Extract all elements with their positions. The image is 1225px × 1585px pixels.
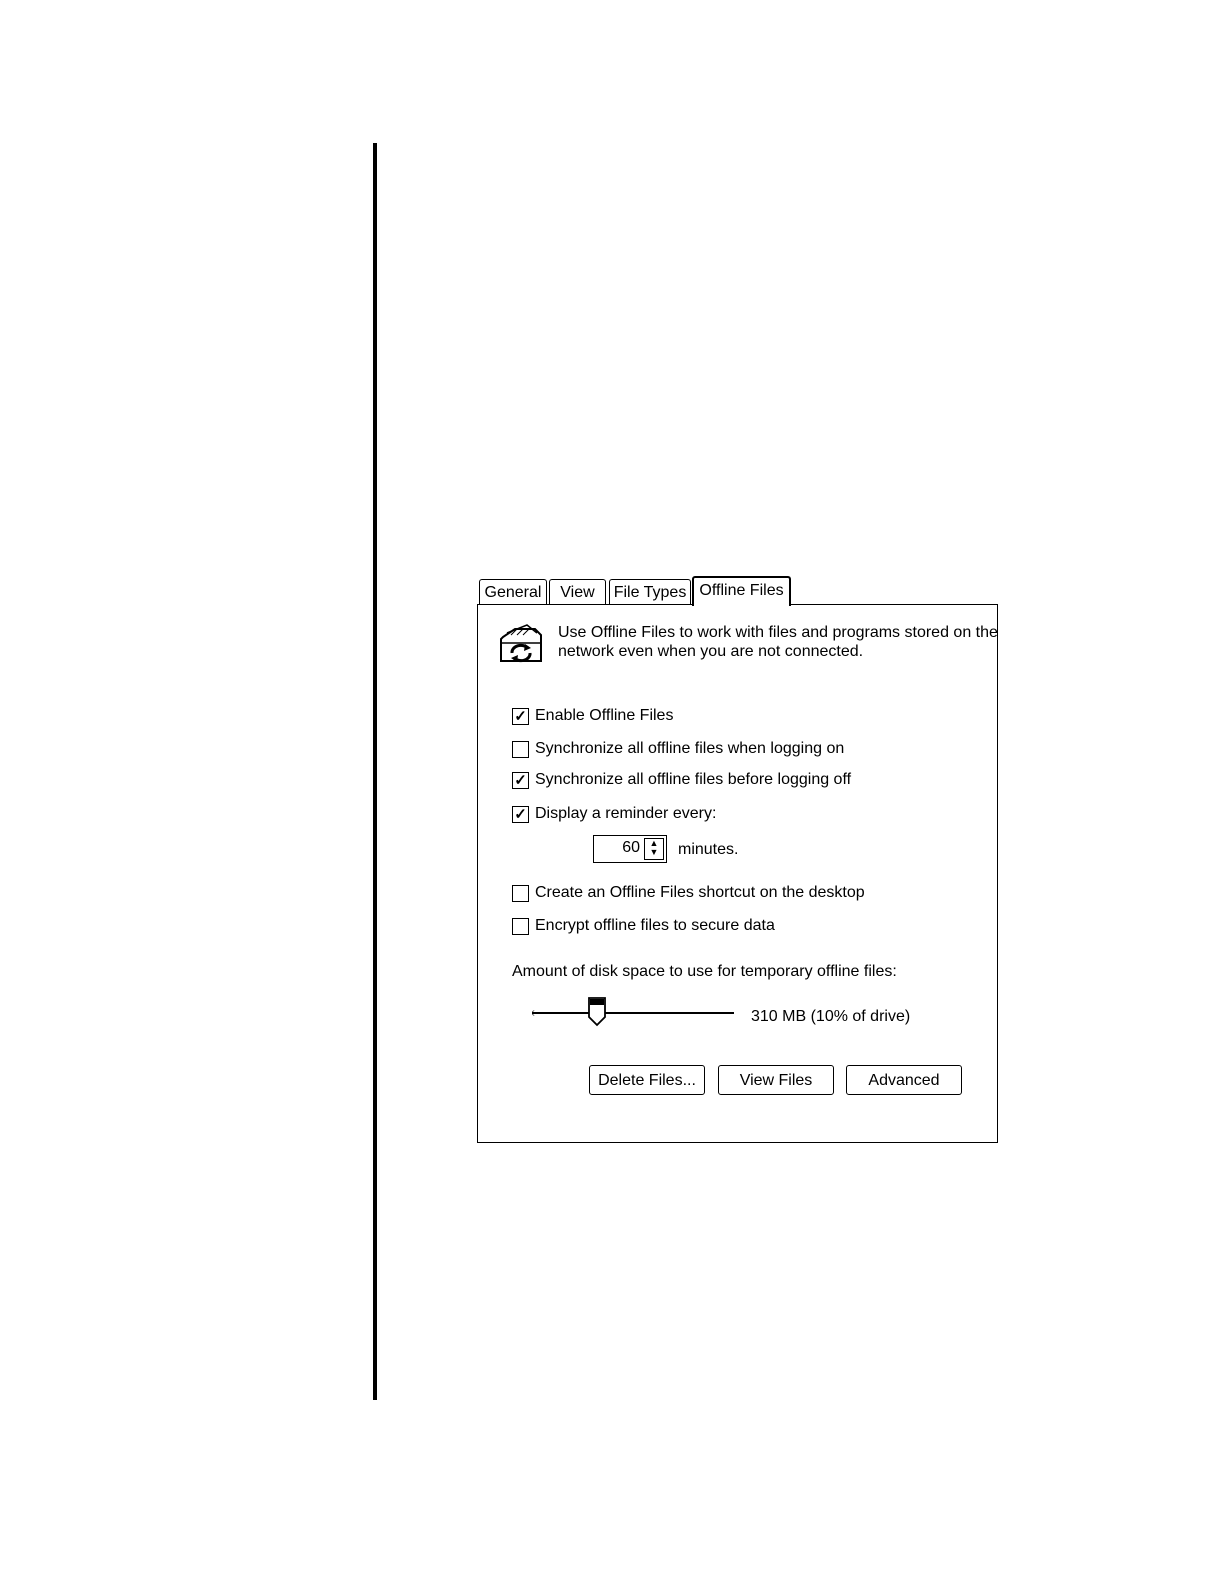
slider-track (532, 1012, 734, 1014)
view-files-button[interactable]: View Files (718, 1065, 834, 1095)
slider-thumb[interactable] (588, 997, 606, 1027)
offline-files-description (558, 623, 998, 661)
disk-space-label: Amount of disk space to use for temporary offline files: (512, 963, 897, 980)
sync-on-logoff-option[interactable] (512, 769, 851, 791)
offline-files-panel (477, 604, 998, 1143)
encrypt-files-label: Encrypt offline files to secure data (535, 917, 775, 934)
desktop-shortcut-checkbox[interactable] (512, 885, 529, 902)
page-margin-rule (373, 143, 377, 1400)
encrypt-files-checkbox[interactable] (512, 918, 529, 935)
disk-space-slider[interactable] (532, 997, 737, 1031)
description-line-1: Use Offline Files to work with files and programs stored on the (558, 624, 998, 641)
tab-general[interactable]: General (479, 579, 547, 604)
advanced-button[interactable]: Advanced (846, 1065, 962, 1095)
offline-folder-sync-icon (497, 623, 545, 667)
description-line-2: network even when you are not connected. (558, 643, 864, 660)
tab-strip (477, 576, 998, 606)
sync-on-logoff-checkbox[interactable]: ✓ (512, 772, 529, 789)
display-reminder-option[interactable] (512, 803, 716, 825)
display-reminder-label: Display a reminder every: (535, 805, 717, 822)
enable-offline-files-label: Enable Offline Files (535, 707, 674, 724)
disk-space-value: 310 MB (10% of drive) (751, 1008, 911, 1025)
sync-on-logon-checkbox[interactable] (512, 741, 529, 758)
tab-file-types[interactable]: File Types (609, 579, 691, 604)
reminder-minutes-spinner[interactable] (593, 835, 667, 863)
reminder-minutes-value[interactable]: 60 (622, 839, 640, 856)
spin-up-down-icon[interactable]: ▲ ▼ (644, 838, 664, 860)
encrypt-files-option[interactable] (512, 915, 775, 937)
tab-offline-files[interactable]: Offline Files (692, 576, 791, 606)
desktop-shortcut-label: Create an Offline Files shortcut on the desktop (535, 884, 865, 901)
enable-offline-files-option[interactable] (512, 705, 673, 727)
sync-on-logon-option[interactable] (512, 738, 844, 760)
display-reminder-checkbox[interactable]: ✓ (512, 806, 529, 823)
enable-offline-files-checkbox[interactable]: ✓ (512, 708, 529, 725)
properties-dialog (477, 576, 998, 1143)
sync-on-logon-label: Synchronize all offline files when logging on (535, 740, 845, 757)
reminder-unit-label: minutes. (678, 841, 739, 858)
tab-view[interactable]: View (549, 579, 606, 604)
delete-files-button[interactable]: Delete Files... (589, 1065, 705, 1095)
desktop-shortcut-option[interactable] (512, 882, 865, 904)
sync-on-logoff-label: Synchronize all offline files before logging off (535, 771, 852, 788)
